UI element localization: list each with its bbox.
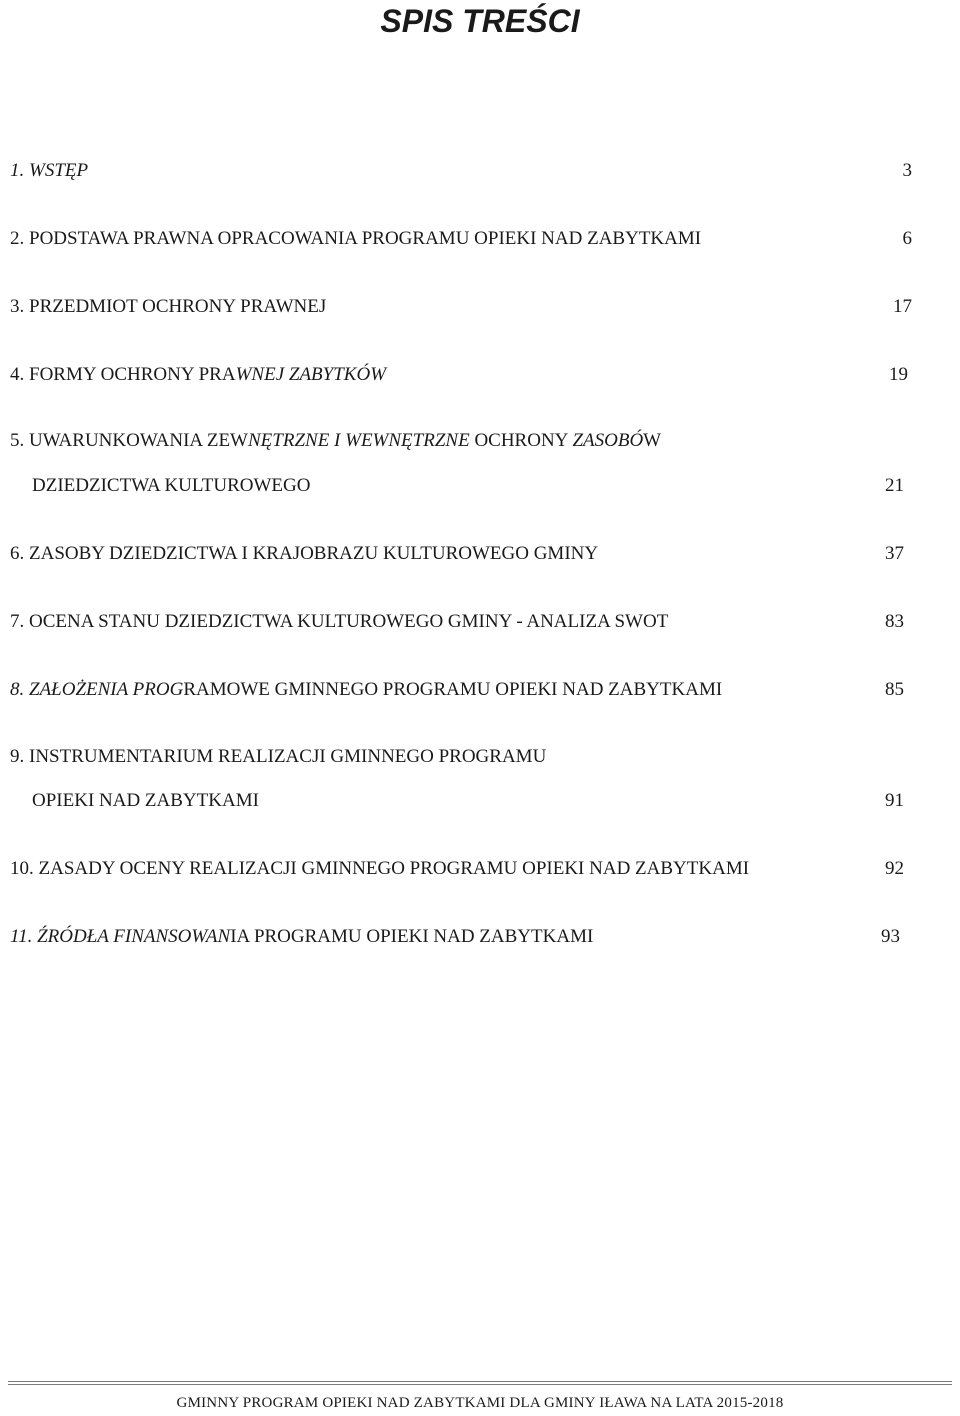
toc-entry-title-part: ZASADY OCENY REALIZACJI GMINNEGO PROGRAMU OPIEKI NAD ZABYTKAMI <box>33 858 750 879</box>
toc-entry-page-number: 17 <box>893 296 912 317</box>
toc-entry-title-part: PRZEDMIOT OCHRONY PRAWNEJ <box>24 296 327 317</box>
toc-entry <box>10 924 922 950</box>
toc-entry-title <box>10 428 661 454</box>
toc-entry-number: 3. <box>10 296 25 317</box>
toc-entry <box>10 856 922 882</box>
toc-entry <box>10 609 922 635</box>
toc-entry-title-part: IA PROGRAMU OPIEKI NAD ZABYTKAMI <box>230 926 594 947</box>
toc-entry-title <box>10 924 593 950</box>
toc-entry-title-part: WSTĘP <box>24 160 89 181</box>
toc-entry <box>10 226 922 252</box>
toc-entry-title-part: UWARUNKOWANIA ZEW <box>24 430 248 451</box>
toc-entry-page-number: 6 <box>902 228 912 249</box>
toc-entry-number: 8. <box>10 679 25 700</box>
toc-entry-title <box>10 609 668 635</box>
toc-entry-title <box>32 788 259 814</box>
toc-entry-title-part: FORMY OCHRONY PRA <box>24 364 236 385</box>
toc-entry-number: 2. <box>10 228 25 249</box>
toc-entry-title <box>32 473 310 499</box>
toc-entry <box>10 362 922 388</box>
toc-entry-title <box>10 158 88 184</box>
toc-entry <box>10 158 922 184</box>
toc-entry <box>10 541 922 567</box>
toc-entry-page-number: 19 <box>889 364 908 385</box>
toc-entry-title <box>10 362 386 388</box>
toc-entry-title-part: DZIEDZICTWA KULTUROWEGO <box>32 475 311 496</box>
toc-entry-title-part: OPIEKI NAD ZABYTKAMI <box>32 790 259 811</box>
toc-entry-number: 9. <box>10 746 25 767</box>
toc-entry-number: 7. <box>10 611 25 632</box>
toc-entry-title-part: ZASOBY DZIEDZICTWA I KRAJOBRAZU KULTUROWEGO GMINY <box>24 543 599 564</box>
toc-entry-title-part: ZAŁOŻENIA PROG <box>24 679 184 700</box>
toc-entry <box>10 677 922 703</box>
toc-entry-title-part: PODSTAWA PRAWNA OPRACOWANIA PROGRAMU OPIEKI NAD ZABYTKAMI <box>24 228 702 249</box>
toc-entry-number: 5. <box>10 430 25 451</box>
footer-rule <box>8 1381 952 1382</box>
toc-entry-page-number: 91 <box>885 790 904 811</box>
toc-entry-number: 10. <box>10 858 34 879</box>
footer-text: GMINNY PROGRAM OPIEKI NAD ZABYTKAMI DLA GMINY IŁAWA NA LATA 2015-2018 <box>176 1395 784 1411</box>
toc-entry-page-number: 21 <box>885 475 904 496</box>
page-title: SPIS TREŚCI <box>380 3 580 39</box>
toc-entry-page-number: 37 <box>885 543 904 564</box>
toc-entry-title <box>10 541 598 567</box>
toc-entry <box>10 473 922 499</box>
toc-entry <box>10 744 922 770</box>
toc-entry-title <box>10 677 722 703</box>
toc-entry-number: 4. <box>10 364 25 385</box>
toc-entry-title <box>10 226 701 252</box>
footer-rule-secondary <box>8 1384 952 1385</box>
toc-entry-title-part: W <box>643 430 662 451</box>
toc-entry-page-number: 85 <box>885 679 904 700</box>
toc-entry-title-part: RAMOWE GMINNEGO PROGRAMU OPIEKI NAD ZABYTKAMI <box>183 679 723 700</box>
toc-entry-title <box>10 856 749 882</box>
toc-entry-title-part: ZASOBÓ <box>572 430 644 451</box>
toc-entry-page-number: 92 <box>885 858 904 879</box>
toc-entry-page-number: 3 <box>902 160 912 181</box>
toc-entry-title <box>10 744 546 770</box>
toc-entry-number: 11. <box>10 926 33 947</box>
toc-entry-title-part: OCENA STANU DZIEDZICTWA KULTUROWEGO GMINY - ANALIZA SWOT <box>24 611 669 632</box>
toc-entry-page-number: 83 <box>885 611 904 632</box>
toc-entry <box>10 294 922 320</box>
toc-entry-title-part: WNEJ ZABYTKÓW <box>235 364 387 385</box>
toc-entry-page-number: 93 <box>881 926 900 947</box>
toc-entry-title-part: ŹRÓDŁA FINANSOWAN <box>32 926 231 947</box>
toc-entry-number: 6. <box>10 543 25 564</box>
toc-entry <box>10 428 922 454</box>
toc-entry-number: 1. <box>10 160 25 181</box>
toc-entry-title-part: INSTRUMENTARIUM REALIZACJI GMINNEGO PROGRAMU <box>24 746 547 767</box>
toc-entry <box>10 788 922 814</box>
toc-entry-title-part: NĘTRZNE I WEWNĘTRZNE <box>248 430 475 451</box>
toc-entry-title-part: OCHRONY <box>474 430 573 451</box>
toc-entry-title <box>10 294 326 320</box>
